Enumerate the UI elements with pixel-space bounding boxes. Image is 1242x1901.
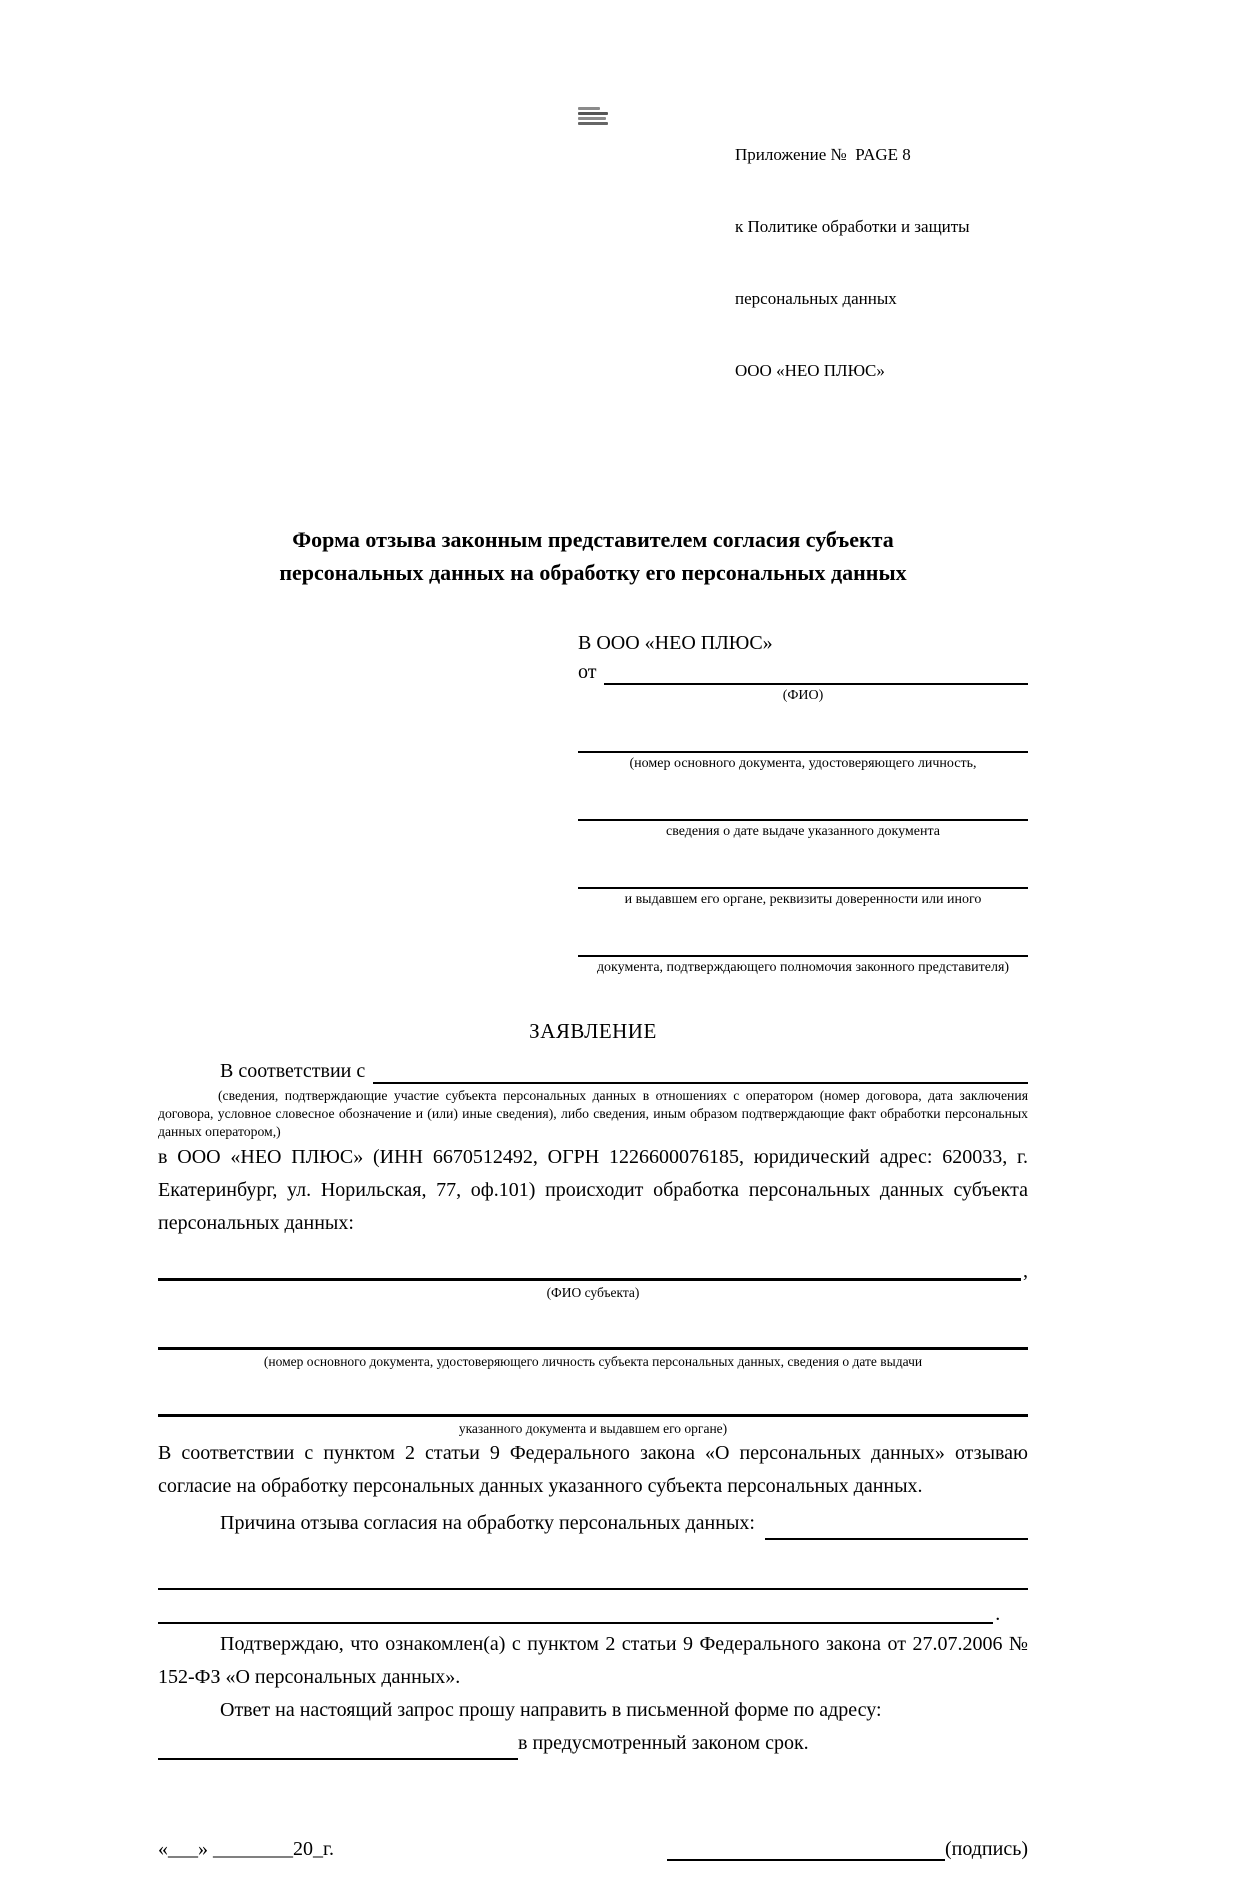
blank-field-subject-doc [158,1325,1028,1350]
blank-field-issuing-authority [578,867,1028,889]
page-title [158,523,1028,589]
blank-field-reason-line-1 [158,1568,1028,1590]
blank-field-doc-number [578,731,1028,753]
reason-blank-row-1 [158,1568,1028,1590]
date-field: «___» ________20_г. [158,1838,334,1860]
appendix-line-4: ООО «НЕО ПЛЮС» [735,361,885,380]
reason-row [158,1507,1028,1540]
subject-doc-row-2 [158,1392,1028,1417]
footer-row [158,1838,1028,1861]
page-title-line-2: персональных данных на обработку его персональных данных [279,560,907,585]
field-pair [578,731,1028,773]
blank-field-authority-document [578,935,1028,957]
reason-label: Причина отзыва согласия на обработку персональных данных: [220,1512,755,1534]
answer-tail: в предусмотренный законом срок. [518,1732,809,1754]
field-caption-issue-date: сведения о дате выдаче указанного документа [666,824,940,839]
field-caption-issuing-authority: и выдавшем его органе, реквизиты доверенности или иного [624,892,982,907]
statement-heading: ЗАЯВЛЕНИЕ [529,1019,657,1043]
field-caption-doc-number: (номер основного документа, удостоверяющего личность, [629,756,977,771]
page-title-line-1: Форма отзыва законным представителем согласия субъекта [292,527,894,552]
page-header [158,95,1028,431]
confirm-paragraph: Подтверждаю, что ознакомлен(а) с пунктом 2 статьи 9 Федерального закона от 27.07.2006 № 152-ФЗ «О персональных данных». [158,1633,1028,1688]
answer-paragraph: Ответ на настоящий запрос прошу направить в письменной форме по адресу: [220,1699,882,1721]
address-row [158,1727,1028,1760]
reason-line-suffix: . [995,1603,1001,1625]
fio-subject-row [158,1256,1028,1281]
text-lines-icon [578,105,610,129]
from-blank-field [604,661,1028,685]
fio-line-suffix: , [1023,1260,1028,1282]
blank-field-reason [765,1516,1028,1540]
field-caption-subject-doc-1: (номер основного документа, удостоверяющего личность субъекта персональных данных, сведения о дате выдачи [263,1354,923,1369]
field-caption-subject-doc-2: указанного документа и выдавшем его органе) [458,1421,728,1436]
fine-print-note: (сведения, подтверждающие участие субъекта персональных данных в отношениях с оператором (номер договора, дата заключения договора, условное словесное обозначение и (или) иные сведения), либо сведения, иным образом подтверждающие факт обработки персональных данных оператором,) [158,1088,1028,1139]
from-field-row [578,659,1028,685]
signature-caption: (подпись) [944,1838,1028,1860]
blank-field-signature [667,1839,945,1861]
blank-field-issue-date [578,799,1028,821]
signature-group [667,1838,1028,1861]
recipient-block [578,629,1028,977]
blank-field-address [158,1736,518,1760]
field-pair [578,799,1028,841]
in-accordance-row [158,1058,1028,1084]
in-accordance-label: В соответствии с [220,1060,366,1082]
field-caption-fio: (ФИО) [782,688,824,703]
subject-doc-row [158,1325,1028,1350]
field-caption-authority-document: документа, подтверждающего полномочия законного представителя) [596,960,1010,975]
field-pair [578,935,1028,977]
appendix-note [735,95,1028,431]
reason-blank-row-2 [158,1602,1028,1624]
appendix-line-2: к Политике обработки и защиты [735,217,970,236]
withdraw-paragraph: В соответствии с пунктом 2 статьи 9 Федерального закона «О персональных данных» отзываю согласие на обработку персональных данных указанного субъекта персональных данных. [158,1442,1028,1497]
blank-field-subject-doc-2 [158,1392,1028,1417]
field-pair [578,867,1028,909]
field-caption-fio-subject: (ФИО субъекта) [546,1285,640,1300]
operator-paragraph: в ООО «НЕО ПЛЮС» (ИНН 6670512492, ОГРН 1226600076185, юридический адрес: 620033, г. Екатеринбург, ул. Норильская, 77, оф.101) происходит обработка персональных данных субъекта персональных данных: [158,1146,1028,1234]
appendix-line-1: Приложение № PAGE 8 [735,145,911,164]
appendix-line-3: персональных данных [735,289,897,308]
blank-field-accordance [373,1060,1028,1084]
blank-field-reason-line-2 [158,1602,993,1624]
recipient-org: В ООО «НЕО ПЛЮС» [578,632,773,654]
from-label: от [578,661,597,683]
blank-field-fio-subject [158,1256,1021,1281]
